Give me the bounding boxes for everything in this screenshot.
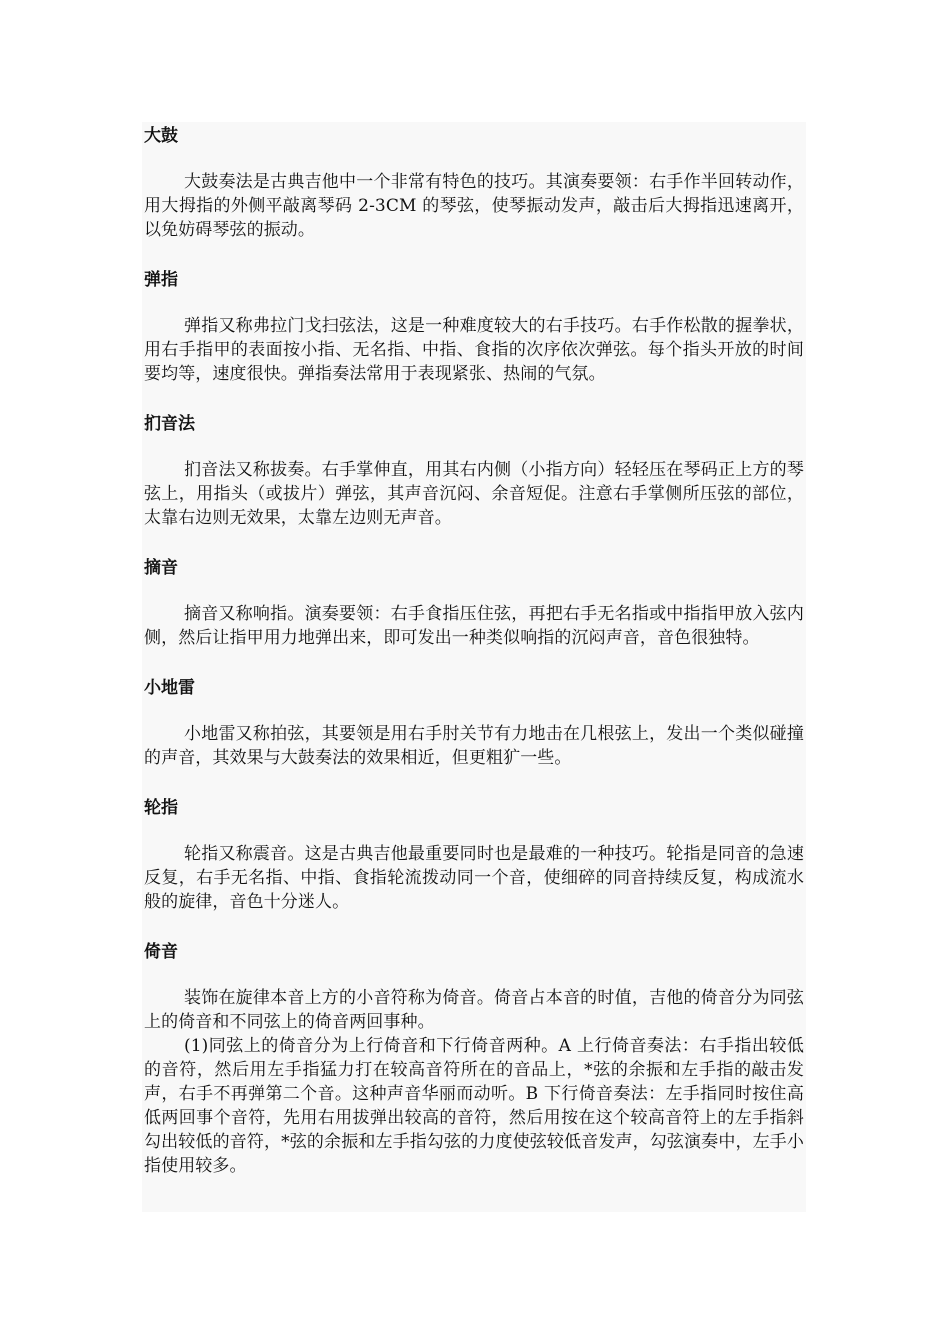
document-body (142, 122, 806, 1212)
section-title: 小地雷 (144, 678, 195, 698)
section-paragraph: 扪音法又称拔奏。右手掌伸直，用其右内侧（小指方向）轻轻压在琴码正上方的琴弦上，用指头（或拔片）弹弦，其声音沉闷、余音短促。注意右手掌侧所压弦的部位，太靠右边则无效果，太靠左边则无声音。 (144, 460, 804, 528)
section-tanzhi (144, 266, 804, 410)
section-xiaodilei (144, 674, 804, 794)
section-paragraph: 装饰在旋律本音上方的小音符称为倚音。倚音占本音的时值，吉他的倚音分为同弦上的倚音和不同弦上的倚音两回事种。 (144, 988, 804, 1032)
section-menyinfa (144, 410, 804, 554)
section-title: 摘音 (144, 558, 178, 578)
section-paragraph: 大鼓奏法是古典吉他中一个非常有特色的技巧。其演奏要领：右手作半回转动作，用大拇指的外侧平敲离琴码 2-3CM 的琴弦，使琴振动发声，敲击后大拇指迅速离开，以免妨碍琴弦的振动。 (144, 172, 804, 240)
section-title: 倚音 (144, 942, 178, 962)
section-title: 大鼓 (144, 126, 178, 146)
section-title: 轮指 (144, 798, 178, 818)
section-lunzhi (144, 794, 804, 938)
section-zhaiyin (144, 554, 804, 674)
section-paragraph: (1)同弦上的倚音分为上行倚音和下行倚音两种。A 上行倚音奏法：右手指出较低的音符，然后用左手指猛力打在较高音符所在的音品上，*弦的余振和左手指的敲击发声，右手不再弹第二个音。这种声音华丽而动听。B 下行倚音奏法：左手指同时按住高低两回事个音符，先用右用拔弹出较高的音符，然后用按在这个较高音符上的左手指斜勾出较低的音符，*弦的余振和左手指勾弦的力度使弦较低音发声，勾弦演奏中，左手小指使用较多。 (144, 1036, 804, 1176)
section-paragraph: 弹指又称弗拉门戈扫弦法，这是一种难度较大的右手技巧。右手作松散的握拳状，用右手指甲的表面按小指、无名指、中指、食指的次序依次弹弦。每个指头开放的时间要均等，速度很快。弹指奏法常用于表现紧张、热闹的气氛。 (144, 316, 804, 384)
section-paragraph: 摘音又称响指。演奏要领：右手食指压住弦，再把右手无名指或中指指甲放入弦内侧，然后让指甲用力地弹出来，即可发出一种类似响指的沉闷声音，音色很独特。 (144, 604, 804, 648)
section-dagu (144, 122, 804, 266)
section-paragraph: 小地雷又称拍弦，其要领是用右手肘关节有力地击在几根弦上，发出一个类似碰撞的声音，其效果与大鼓奏法的效果相近，但更粗犷一些。 (144, 724, 804, 768)
section-yiyin (144, 938, 804, 1178)
section-title: 弹指 (144, 270, 178, 290)
section-paragraph: 轮指又称震音。这是古典吉他最重要同时也是最难的一种技巧。轮指是同音的急速反复，右手无名指、中指、食指轮流拨动同一个音，使细碎的同音持续反复，构成流水般的旋律，音色十分迷人。 (144, 844, 804, 912)
section-title: 扪音法 (144, 414, 195, 434)
